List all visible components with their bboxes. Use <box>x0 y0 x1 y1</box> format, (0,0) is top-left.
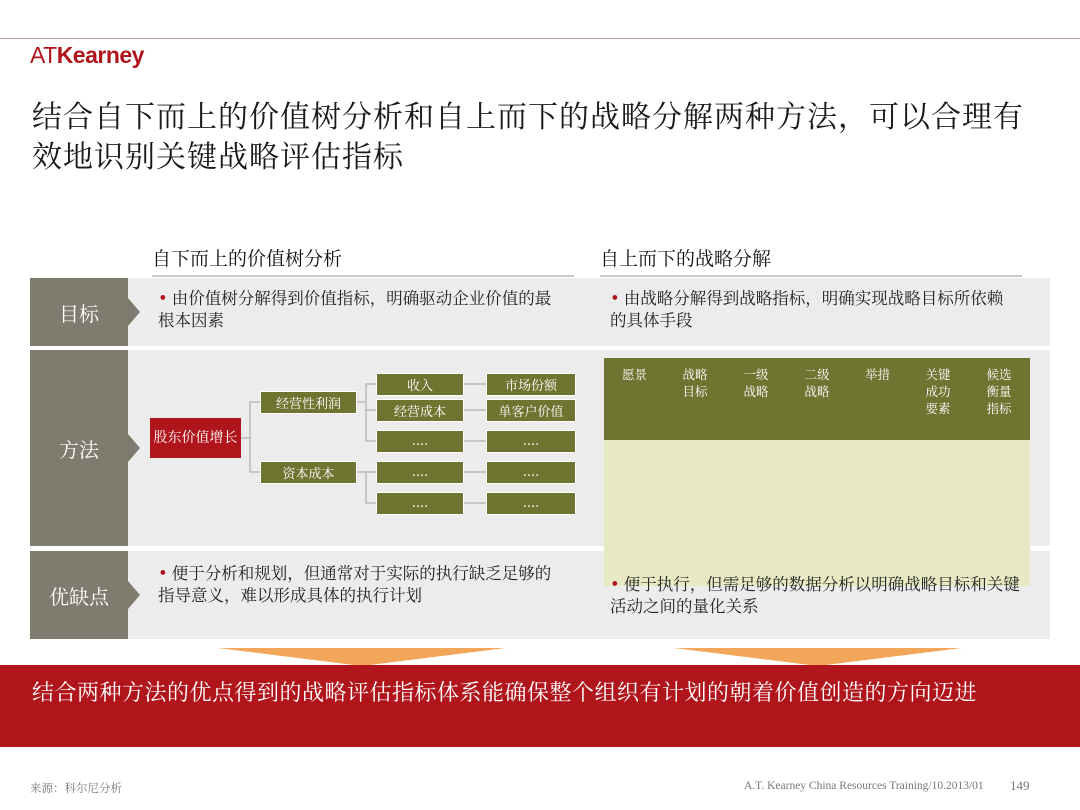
tree-node-ellipsis: .... <box>376 430 464 453</box>
tree-node-ellipsis: .... <box>486 430 576 453</box>
tree-node-market-share: 市场份额 <box>486 373 576 396</box>
tree-node-ellipsis: .... <box>376 461 464 484</box>
tree-node-ellipsis: .... <box>486 492 576 515</box>
pros-cons-right-bullet: • 便于执行，但需足够的数据分析以明确战略目标和关键活动之间的量化关系 <box>610 575 1020 616</box>
strategy-col-strategic-goal: 战略目标 <box>682 367 708 399</box>
pros-cons-left-bullet: • 便于分析和规划，但通常对于实际的执行缺乏足够的指导意义，难以形成具体的执行计划 <box>158 564 552 605</box>
tree-node-revenue: 收入 <box>376 373 464 396</box>
tree-node-customer-value: 单客户价值 <box>486 399 576 422</box>
strategy-col-vision: 愿景 <box>621 367 647 382</box>
footer-credit: A.T. Kearney China Resources Training/10.2013/01 <box>744 780 984 792</box>
strategy-col-level2: 二级战略 <box>804 367 830 399</box>
tree-node-operating-cost: 经营成本 <box>376 399 464 422</box>
column-header-top-down: 自上而下的战略分解 <box>600 244 1022 277</box>
company-logo: ATKearney <box>30 42 144 68</box>
tree-root-shareholder-value: 股东价值增长 <box>150 418 241 458</box>
strategy-col-initiatives: 举措 <box>864 367 890 382</box>
tree-node-ellipsis: .... <box>376 492 464 515</box>
row-label-goal: 目标 <box>30 278 128 346</box>
strategy-col-level1: 一级战略 <box>743 367 769 399</box>
goal-right-bullet: • 由战略分解得到战略指标，明确实现战略目标所依赖的具体手段 <box>610 289 1004 330</box>
page-number: 149 <box>1010 778 1030 793</box>
tree-node-capital-cost: 资本成本 <box>260 461 357 484</box>
footer-source: 来源：科尔尼分析 <box>30 783 122 795</box>
row-label-pros-cons: 优缺点 <box>30 551 128 639</box>
slide-title: 结合自下而上的价值树分析和自上而下的战略分解两种方法，可以合理有效地识别关键战略评估指标 <box>32 100 1024 175</box>
goal-left-bullet: • 由价值树分解得到价值指标，明确驱动企业价值的最根本因素 <box>158 289 552 330</box>
column-header-bottom-up: 自下而上的价值树分析 <box>152 244 574 277</box>
tree-node-ellipsis: .... <box>486 461 576 484</box>
strategy-col-ksf: 关键成功要素 <box>925 367 951 416</box>
conclusion-text: 结合两种方法的优点得到的战略评估指标体系能确保整个组织有计划的朝着价值创造的方向迈进 <box>32 681 978 706</box>
tree-node-operating-profit: 经营性利润 <box>260 391 357 414</box>
row-label-method: 方法 <box>30 350 128 546</box>
strategy-col-kpi-candidates: 候选衡量指标 <box>986 367 1012 416</box>
